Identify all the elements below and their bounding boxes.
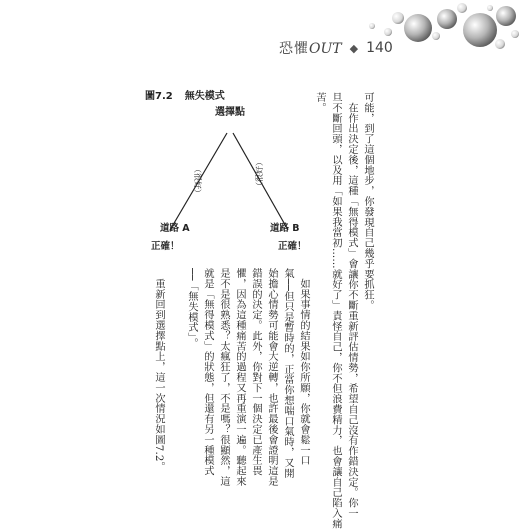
node-choice-point: 選擇點 (215, 107, 245, 118)
figure-title: 無失模式 (184, 91, 225, 102)
body-column: 旦不斷回頭，以及用「如果我當初……就好了」責怪自己，你不但浪費精力，也會讓自己陷入痛 (330, 92, 341, 529)
edge-right-label: （很好） (255, 158, 264, 190)
body-column: 錯誤的決定。此外，你對下一個決定已產生畏 (250, 268, 261, 476)
body-column: 就是「無得模式」的狀態，但還有另一種模式 (202, 268, 213, 476)
no-lose-model-diagram (140, 98, 320, 263)
node-road-b-result: 正確！ (278, 241, 307, 252)
body-column: 始擔心情勢可能會大逆轉，也許最後會證明這是 (266, 268, 277, 487)
node-road-a-result: 正確！ (151, 241, 180, 252)
body-column: 是不是很熟悉？太瘋狂了，不是嗎？很顯然，這 (218, 268, 229, 487)
decorative-bubbles (0, 0, 520, 60)
node-road-b: 道路 B (270, 223, 300, 234)
body-column: 懼，因為這種痛苦的過程又再重演一遍。聽起來 (234, 268, 245, 487)
body-column: 重新回到選擇點上，這一次情況如圖7.2。 (153, 268, 164, 473)
node-road-a: 道路 A (160, 223, 190, 234)
diamond-icon: ◆ (349, 41, 359, 55)
body-column: 苦。 (314, 92, 325, 113)
figure-label: 圖7.2 (145, 91, 173, 102)
body-column: ──「無失模式」。 (186, 268, 197, 349)
page-number: 140 (366, 40, 393, 56)
body-column: 在作出決定後，這種「無得模式」會讓你不斷重新評估情勢，希望自己沒有作錯決定。你一 (346, 92, 357, 519)
body-column: 如果事情的結果如你所願，你就會鬆一口 (298, 268, 309, 466)
body-column: 可能，到了這個地步，你發現自己幾乎要抓狂。 (362, 92, 373, 311)
edge-left-label: （很好） (193, 165, 202, 197)
running-title: 恐懼OUT (279, 41, 342, 57)
body-column: 氣──但只是暫時的，正當你想喘口氣時，又開 (282, 268, 293, 479)
page-header (279, 38, 393, 58)
